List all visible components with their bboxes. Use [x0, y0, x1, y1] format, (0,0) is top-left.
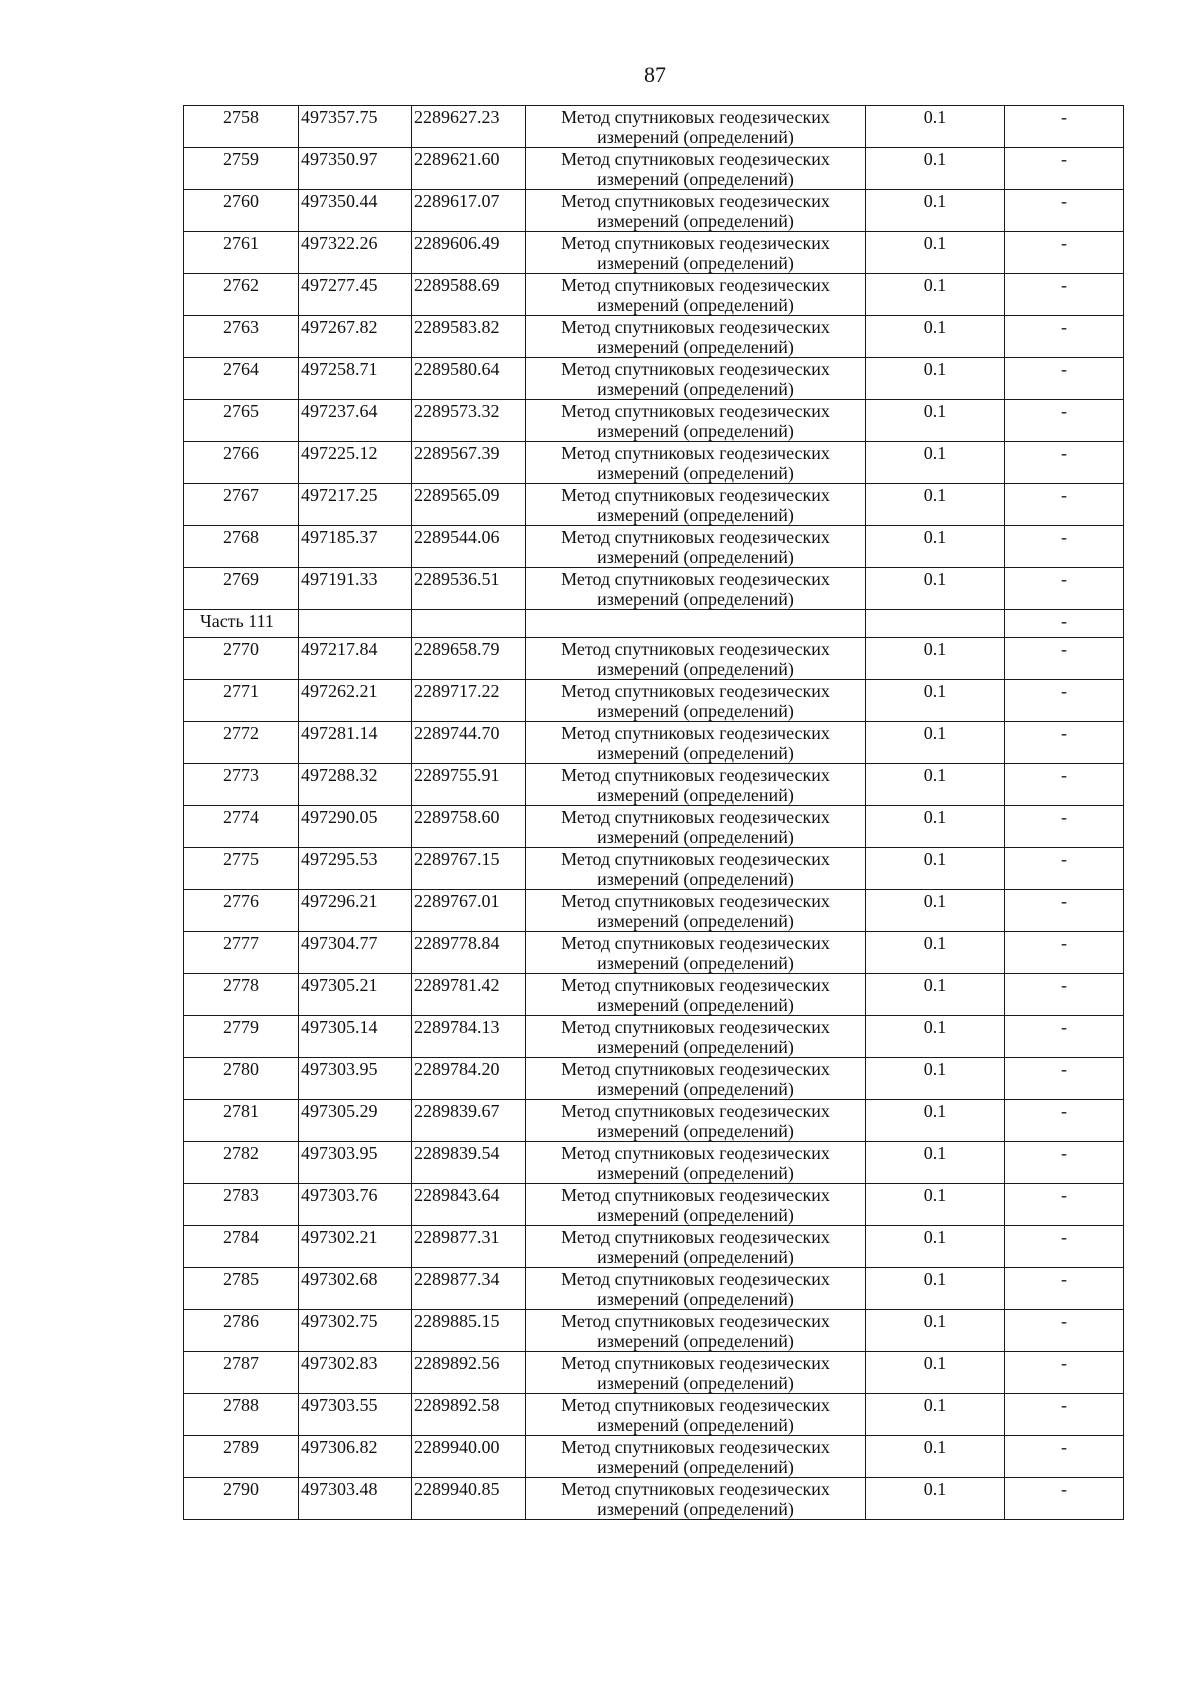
table-row — [184, 1394, 1124, 1436]
note-cell: - — [1005, 190, 1124, 232]
method-cell: Метод спутниковых геодезических измерений (определений) — [526, 358, 866, 400]
x-coordinate-cell: 497277.45 — [299, 274, 412, 316]
table-row — [184, 680, 1124, 722]
y-coordinate-cell: 2289940.00 — [412, 1436, 526, 1478]
accuracy-cell: 0.1 — [866, 890, 1005, 932]
method-cell: Метод спутниковых геодезических измерений (определений) — [526, 526, 866, 568]
note-cell: - — [1005, 610, 1124, 638]
method-cell: Метод спутниковых геодезических измерений (определений) — [526, 1310, 866, 1352]
table-row — [184, 568, 1124, 610]
note-cell: - — [1005, 1436, 1124, 1478]
x-coordinate-cell: 497304.77 — [299, 932, 412, 974]
table-row — [184, 1184, 1124, 1226]
table-row — [184, 148, 1124, 190]
accuracy-cell: 0.1 — [866, 722, 1005, 764]
method-cell: Метод спутниковых геодезических измерений (определений) — [526, 1478, 866, 1520]
y-coordinate-cell: 2289565.09 — [412, 484, 526, 526]
y-coordinate-cell: 2289658.79 — [412, 638, 526, 680]
table-row — [184, 890, 1124, 932]
accuracy-cell: 0.1 — [866, 1100, 1005, 1142]
table-row — [184, 1142, 1124, 1184]
x-coordinate-cell: 497191.33 — [299, 568, 412, 610]
accuracy-cell: 0.1 — [866, 1058, 1005, 1100]
y-coordinate-cell: 2289940.85 — [412, 1478, 526, 1520]
point-number-cell: 2787 — [184, 1352, 299, 1394]
accuracy-cell: 0.1 — [866, 400, 1005, 442]
note-cell: - — [1005, 680, 1124, 722]
note-cell: - — [1005, 484, 1124, 526]
note-cell: - — [1005, 764, 1124, 806]
note-cell: - — [1005, 722, 1124, 764]
table-row — [184, 1058, 1124, 1100]
point-number-cell: 2788 — [184, 1394, 299, 1436]
x-coordinate-cell: 497185.37 — [299, 526, 412, 568]
note-cell: - — [1005, 1100, 1124, 1142]
note-cell: - — [1005, 358, 1124, 400]
point-number-cell: 2768 — [184, 526, 299, 568]
accuracy-cell: 0.1 — [866, 316, 1005, 358]
x-coordinate-cell: 497302.75 — [299, 1310, 412, 1352]
accuracy-cell: 0.1 — [866, 806, 1005, 848]
y-coordinate-cell: 2289544.06 — [412, 526, 526, 568]
table-row — [184, 232, 1124, 274]
y-coordinate-cell: 2289892.58 — [412, 1394, 526, 1436]
note-cell: - — [1005, 148, 1124, 190]
y-coordinate-cell: 2289877.34 — [412, 1268, 526, 1310]
table-row — [184, 974, 1124, 1016]
method-cell: Метод спутниковых геодезических измерений (определений) — [526, 400, 866, 442]
x-coordinate-cell: 497303.95 — [299, 1058, 412, 1100]
x-coordinate-cell: 497296.21 — [299, 890, 412, 932]
x-coordinate-cell: 497302.68 — [299, 1268, 412, 1310]
point-number-cell: 2772 — [184, 722, 299, 764]
table-row — [184, 764, 1124, 806]
page-number: 87 — [644, 62, 666, 87]
y-coordinate-cell: 2289843.64 — [412, 1184, 526, 1226]
table-row — [184, 1310, 1124, 1352]
y-coordinate-cell: 2289781.42 — [412, 974, 526, 1016]
method-cell: Метод спутниковых геодезических измерений (определений) — [526, 806, 866, 848]
y-coordinate-cell: 2289877.31 — [412, 1226, 526, 1268]
accuracy-cell: 0.1 — [866, 848, 1005, 890]
table-row — [184, 106, 1124, 148]
note-cell: - — [1005, 890, 1124, 932]
y-coordinate-cell: 2289567.39 — [412, 442, 526, 484]
note-cell: - — [1005, 442, 1124, 484]
y-coordinate-cell: 2289627.23 — [412, 106, 526, 148]
note-cell: - — [1005, 1352, 1124, 1394]
x-coordinate-cell: 497267.82 — [299, 316, 412, 358]
x-coordinate-cell: 497306.82 — [299, 1436, 412, 1478]
note-cell: - — [1005, 1310, 1124, 1352]
method-cell: Метод спутниковых геодезических измерений (определений) — [526, 1352, 866, 1394]
method-cell: Метод спутниковых геодезических измерений (определений) — [526, 1142, 866, 1184]
empty-cell — [299, 610, 412, 638]
y-coordinate-cell: 2289839.67 — [412, 1100, 526, 1142]
point-number-cell: 2777 — [184, 932, 299, 974]
note-cell: - — [1005, 1184, 1124, 1226]
point-number-cell: 2774 — [184, 806, 299, 848]
accuracy-cell: 0.1 — [866, 1268, 1005, 1310]
point-number-cell: 2773 — [184, 764, 299, 806]
note-cell: - — [1005, 638, 1124, 680]
point-number-cell: 2763 — [184, 316, 299, 358]
note-cell: - — [1005, 1394, 1124, 1436]
point-number-cell: 2759 — [184, 148, 299, 190]
note-cell: - — [1005, 316, 1124, 358]
accuracy-cell: 0.1 — [866, 932, 1005, 974]
accuracy-cell: 0.1 — [866, 1352, 1005, 1394]
empty-cell — [866, 610, 1005, 638]
table-row — [184, 442, 1124, 484]
accuracy-cell: 0.1 — [866, 274, 1005, 316]
x-coordinate-cell: 497225.12 — [299, 442, 412, 484]
method-cell: Метод спутниковых геодезических измерений (определений) — [526, 1184, 866, 1226]
table-row — [184, 806, 1124, 848]
point-number-cell: 2762 — [184, 274, 299, 316]
x-coordinate-cell: 497262.21 — [299, 680, 412, 722]
accuracy-cell: 0.1 — [866, 974, 1005, 1016]
point-number-cell: 2771 — [184, 680, 299, 722]
accuracy-cell: 0.1 — [866, 764, 1005, 806]
point-number-cell: 2775 — [184, 848, 299, 890]
y-coordinate-cell: 2289744.70 — [412, 722, 526, 764]
table-row — [184, 316, 1124, 358]
note-cell: - — [1005, 274, 1124, 316]
table-row — [184, 400, 1124, 442]
point-number-cell: 2790 — [184, 1478, 299, 1520]
point-number-cell: 2769 — [184, 568, 299, 610]
method-cell: Метод спутниковых геодезических измерений (определений) — [526, 890, 866, 932]
method-cell: Метод спутниковых геодезических измерений (определений) — [526, 722, 866, 764]
x-coordinate-cell: 497290.05 — [299, 806, 412, 848]
accuracy-cell: 0.1 — [866, 1016, 1005, 1058]
y-coordinate-cell: 2289755.91 — [412, 764, 526, 806]
method-cell: Метод спутниковых геодезических измерений (определений) — [526, 274, 866, 316]
point-number-cell: 2764 — [184, 358, 299, 400]
method-cell: Метод спутниковых геодезических измерений (определений) — [526, 848, 866, 890]
y-coordinate-cell: 2289583.82 — [412, 316, 526, 358]
x-coordinate-cell: 497350.97 — [299, 148, 412, 190]
x-coordinate-cell: 497305.21 — [299, 974, 412, 1016]
method-cell: Метод спутниковых геодезических измерений (определений) — [526, 190, 866, 232]
accuracy-cell: 0.1 — [866, 680, 1005, 722]
x-coordinate-cell: 497303.95 — [299, 1142, 412, 1184]
accuracy-cell: 0.1 — [866, 1184, 1005, 1226]
table-row — [184, 1226, 1124, 1268]
x-coordinate-cell: 497303.55 — [299, 1394, 412, 1436]
note-cell: - — [1005, 1226, 1124, 1268]
table-row — [184, 848, 1124, 890]
accuracy-cell: 0.1 — [866, 1478, 1005, 1520]
point-number-cell: 2784 — [184, 1226, 299, 1268]
accuracy-cell: 0.1 — [866, 1226, 1005, 1268]
point-number-cell: 2760 — [184, 190, 299, 232]
note-cell: - — [1005, 848, 1124, 890]
table-row — [184, 638, 1124, 680]
note-cell: - — [1005, 974, 1124, 1016]
x-coordinate-cell: 497302.21 — [299, 1226, 412, 1268]
table-row — [184, 358, 1124, 400]
x-coordinate-cell: 497350.44 — [299, 190, 412, 232]
note-cell: - — [1005, 1268, 1124, 1310]
point-number-cell: 2776 — [184, 890, 299, 932]
table-row — [184, 722, 1124, 764]
x-coordinate-cell: 497217.25 — [299, 484, 412, 526]
note-cell: - — [1005, 1478, 1124, 1520]
empty-cell — [526, 610, 866, 638]
note-cell: - — [1005, 806, 1124, 848]
y-coordinate-cell: 2289885.15 — [412, 1310, 526, 1352]
y-coordinate-cell: 2289606.49 — [412, 232, 526, 274]
point-number-cell: 2765 — [184, 400, 299, 442]
table-row — [184, 274, 1124, 316]
note-cell: - — [1005, 1142, 1124, 1184]
note-cell: - — [1005, 1058, 1124, 1100]
x-coordinate-cell: 497288.32 — [299, 764, 412, 806]
x-coordinate-cell: 497305.29 — [299, 1100, 412, 1142]
table-row — [184, 1100, 1124, 1142]
x-coordinate-cell: 497322.26 — [299, 232, 412, 274]
point-number-cell: 2766 — [184, 442, 299, 484]
method-cell: Метод спутниковых геодезических измерений (определений) — [526, 764, 866, 806]
method-cell: Метод спутниковых геодезических измерений (определений) — [526, 442, 866, 484]
table-row — [184, 526, 1124, 568]
accuracy-cell: 0.1 — [866, 1310, 1005, 1352]
part-label-cell: Часть 111 — [184, 610, 299, 638]
table-row — [184, 190, 1124, 232]
y-coordinate-cell: 2289767.01 — [412, 890, 526, 932]
y-coordinate-cell: 2289778.84 — [412, 932, 526, 974]
x-coordinate-cell: 497303.76 — [299, 1184, 412, 1226]
table-row — [184, 1268, 1124, 1310]
accuracy-cell: 0.1 — [866, 1142, 1005, 1184]
accuracy-cell: 0.1 — [866, 190, 1005, 232]
x-coordinate-cell: 497217.84 — [299, 638, 412, 680]
y-coordinate-cell: 2289717.22 — [412, 680, 526, 722]
y-coordinate-cell: 2289536.51 — [412, 568, 526, 610]
y-coordinate-cell: 2289767.15 — [412, 848, 526, 890]
point-number-cell: 2770 — [184, 638, 299, 680]
accuracy-cell: 0.1 — [866, 358, 1005, 400]
method-cell: Метод спутниковых геодезических измерений (определений) — [526, 106, 866, 148]
method-cell: Метод спутниковых геодезических измерений (определений) — [526, 484, 866, 526]
y-coordinate-cell: 2289588.69 — [412, 274, 526, 316]
y-coordinate-cell: 2289839.54 — [412, 1142, 526, 1184]
method-cell: Метод спутниковых геодезических измерений (определений) — [526, 1268, 866, 1310]
note-cell: - — [1005, 106, 1124, 148]
point-number-cell: 2785 — [184, 1268, 299, 1310]
accuracy-cell: 0.1 — [866, 568, 1005, 610]
table-row — [184, 932, 1124, 974]
x-coordinate-cell: 497357.75 — [299, 106, 412, 148]
note-cell: - — [1005, 526, 1124, 568]
point-number-cell: 2783 — [184, 1184, 299, 1226]
point-number-cell: 2780 — [184, 1058, 299, 1100]
note-cell: - — [1005, 932, 1124, 974]
table-row — [184, 1436, 1124, 1478]
y-coordinate-cell: 2289758.60 — [412, 806, 526, 848]
point-number-cell: 2781 — [184, 1100, 299, 1142]
accuracy-cell: 0.1 — [866, 442, 1005, 484]
table-row — [184, 1478, 1124, 1520]
method-cell: Метод спутниковых геодезических измерений (определений) — [526, 148, 866, 190]
note-cell: - — [1005, 1016, 1124, 1058]
accuracy-cell: 0.1 — [866, 526, 1005, 568]
y-coordinate-cell: 2289892.56 — [412, 1352, 526, 1394]
x-coordinate-cell: 497302.83 — [299, 1352, 412, 1394]
x-coordinate-cell: 497258.71 — [299, 358, 412, 400]
method-cell: Метод спутниковых геодезических измерений (определений) — [526, 1016, 866, 1058]
x-coordinate-cell: 497303.48 — [299, 1478, 412, 1520]
point-number-cell: 2789 — [184, 1436, 299, 1478]
accuracy-cell: 0.1 — [866, 232, 1005, 274]
x-coordinate-cell: 497295.53 — [299, 848, 412, 890]
point-number-cell: 2767 — [184, 484, 299, 526]
y-coordinate-cell: 2289617.07 — [412, 190, 526, 232]
method-cell: Метод спутниковых геодезических измерений (определений) — [526, 1436, 866, 1478]
y-coordinate-cell: 2289784.20 — [412, 1058, 526, 1100]
method-cell: Метод спутниковых геодезических измерений (определений) — [526, 316, 866, 358]
method-cell: Метод спутниковых геодезических измерений (определений) — [526, 638, 866, 680]
point-number-cell: 2778 — [184, 974, 299, 1016]
method-cell: Метод спутниковых геодезических измерений (определений) — [526, 974, 866, 1016]
y-coordinate-cell: 2289573.32 — [412, 400, 526, 442]
x-coordinate-cell: 497237.64 — [299, 400, 412, 442]
coordinates-table — [183, 105, 1124, 1520]
note-cell: - — [1005, 400, 1124, 442]
method-cell: Метод спутниковых геодезических измерений (определений) — [526, 1100, 866, 1142]
table-row — [184, 1352, 1124, 1394]
method-cell: Метод спутниковых геодезических измерений (определений) — [526, 1394, 866, 1436]
note-cell: - — [1005, 232, 1124, 274]
accuracy-cell: 0.1 — [866, 1436, 1005, 1478]
point-number-cell: 2779 — [184, 1016, 299, 1058]
accuracy-cell: 0.1 — [866, 106, 1005, 148]
method-cell: Метод спутниковых геодезических измерений (определений) — [526, 232, 866, 274]
accuracy-cell: 0.1 — [866, 148, 1005, 190]
accuracy-cell: 0.1 — [866, 1394, 1005, 1436]
coordinates-table-body — [184, 106, 1124, 1520]
x-coordinate-cell: 497281.14 — [299, 722, 412, 764]
point-number-cell: 2761 — [184, 232, 299, 274]
empty-cell — [412, 610, 526, 638]
y-coordinate-cell: 2289580.64 — [412, 358, 526, 400]
method-cell: Метод спутниковых геодезических измерений (определений) — [526, 568, 866, 610]
accuracy-cell: 0.1 — [866, 638, 1005, 680]
point-number-cell: 2786 — [184, 1310, 299, 1352]
note-cell: - — [1005, 568, 1124, 610]
y-coordinate-cell: 2289784.13 — [412, 1016, 526, 1058]
method-cell: Метод спутниковых геодезических измерений (определений) — [526, 1058, 866, 1100]
accuracy-cell: 0.1 — [866, 484, 1005, 526]
method-cell: Метод спутниковых геодезических измерений (определений) — [526, 680, 866, 722]
part-header-row — [184, 610, 1124, 638]
y-coordinate-cell: 2289621.60 — [412, 148, 526, 190]
point-number-cell: 2782 — [184, 1142, 299, 1184]
point-number-cell: 2758 — [184, 106, 299, 148]
x-coordinate-cell: 497305.14 — [299, 1016, 412, 1058]
table-row — [184, 484, 1124, 526]
table-row — [184, 1016, 1124, 1058]
method-cell: Метод спутниковых геодезических измерений (определений) — [526, 932, 866, 974]
method-cell: Метод спутниковых геодезических измерений (определений) — [526, 1226, 866, 1268]
